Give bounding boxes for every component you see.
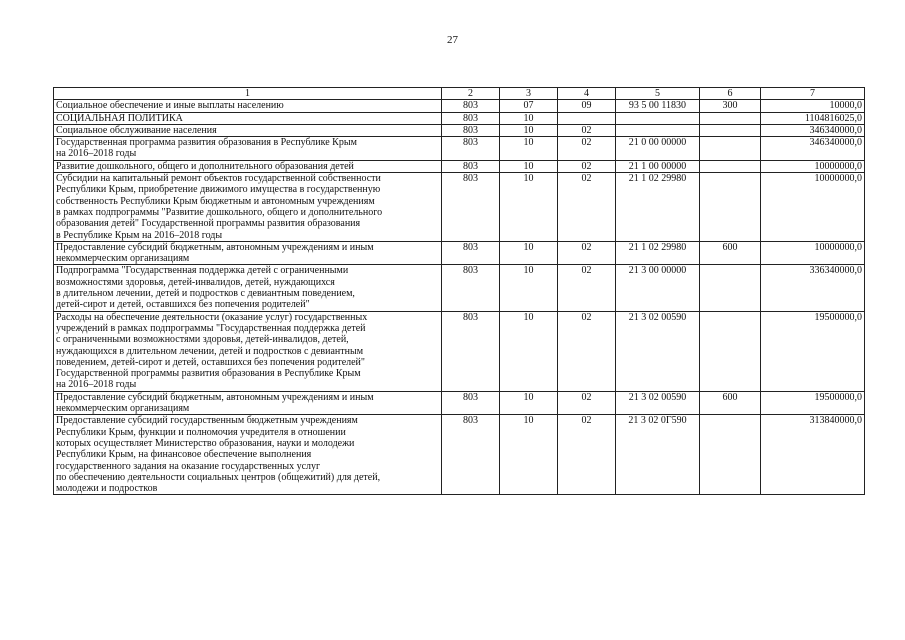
subsection-code-cell: 02 (558, 124, 616, 136)
amount-cell: 19500000,0 (761, 391, 865, 415)
expense-type-cell (700, 173, 761, 242)
section-code-cell: 10 (500, 124, 558, 136)
target-article-cell: 21 3 02 00590 (616, 311, 700, 391)
target-article-cell: 93 5 00 11830 (616, 100, 700, 112)
subsection-code-cell: 09 (558, 100, 616, 112)
row-name-line: по обеспечению деятельности социальных центров (общежитий) для детей, (56, 471, 381, 483)
row-name-line: в рамках подпрограммы "Развитие дошкольного, общего и дополнительного (56, 206, 383, 218)
row-name-line: на 2016–2018 годы (56, 379, 137, 391)
row-name-line: Предоставление субсидий бюджетным, автономным учреждениям и иным (56, 391, 374, 403)
section-code-cell: 10 (500, 241, 558, 265)
amount-cell: 10000000,0 (761, 173, 865, 242)
table-row (54, 241, 865, 265)
table-row (54, 112, 865, 124)
subsection-code-cell: 02 (558, 137, 616, 161)
expense-type-cell: 300 (700, 100, 761, 112)
header-col-7: 7 (761, 88, 865, 100)
ministry-code-cell: 803 (442, 100, 500, 112)
expense-type-cell: 600 (700, 241, 761, 265)
row-name-cell (54, 173, 442, 242)
subsection-code-cell: 02 (558, 241, 616, 265)
table-row (54, 124, 865, 136)
row-name-line: нуждающихся в длительном лечении, детей и подростков с девиантным (56, 345, 364, 357)
amount-cell: 10000000,0 (761, 241, 865, 265)
header-col-4: 4 (558, 88, 616, 100)
row-name-line: Социальное обеспечение и иные выплаты населению (56, 100, 284, 112)
target-article-cell: 21 1 00 00000 (616, 160, 700, 172)
row-name-line: Предоставление субсидий государственным бюджетным учреждениям (56, 415, 358, 427)
row-name-cell (54, 415, 442, 495)
expense-type-cell (700, 160, 761, 172)
row-name-cell (54, 112, 442, 124)
expense-type-cell (700, 415, 761, 495)
budget-table (53, 87, 865, 495)
subsection-code-cell: 02 (558, 391, 616, 415)
row-name-line: Социальное обслуживание населения (56, 124, 217, 136)
header-col-3: 3 (500, 88, 558, 100)
amount-cell: 346340000,0 (761, 124, 865, 136)
ministry-code-cell: 803 (442, 173, 500, 242)
table-row (54, 311, 865, 391)
row-name-line: возможностями здоровья, детей-инвалидов, детей, нуждающихся (56, 276, 335, 288)
amount-cell: 10000,0 (761, 100, 865, 112)
table-row (54, 415, 865, 495)
row-name-line: некоммерческим организациям (56, 253, 190, 265)
ministry-code-cell: 803 (442, 311, 500, 391)
subsection-code-cell: 02 (558, 415, 616, 495)
target-article-cell: 21 1 02 29980 (616, 241, 700, 265)
header-col-2: 2 (442, 88, 500, 100)
row-name-line: Расходы на обеспечение деятельности (оказание услуг) государственных (56, 311, 368, 323)
target-article-cell: 21 1 02 29980 (616, 173, 700, 242)
amount-cell: 346340000,0 (761, 137, 865, 161)
table-row (54, 173, 865, 242)
amount-cell: 10000000,0 (761, 160, 865, 172)
row-name-line: с ограниченными возможностями здоровья, детей-инвалидов, детей, (56, 334, 349, 346)
table-row (54, 137, 865, 161)
subsection-code-cell: 02 (558, 160, 616, 172)
amount-cell: 336340000,0 (761, 265, 865, 311)
subsection-code-cell: 02 (558, 265, 616, 311)
target-article-cell: 21 0 00 00000 (616, 137, 700, 161)
section-code-cell: 10 (500, 160, 558, 172)
row-name-cell (54, 100, 442, 112)
target-article-cell: 21 3 02 00590 (616, 391, 700, 415)
ministry-code-cell: 803 (442, 265, 500, 311)
row-name-cell (54, 311, 442, 391)
ministry-code-cell: 803 (442, 415, 500, 495)
expense-type-cell (700, 265, 761, 311)
row-name-line: в Республике Крым на 2016–2018 годы (56, 229, 223, 241)
row-name-cell (54, 391, 442, 415)
row-name-line: Предоставление субсидий бюджетным, автономным учреждениям и иным (56, 241, 374, 253)
ministry-code-cell: 803 (442, 391, 500, 415)
row-name-line: детей-сирот и детей, оставшихся без попечения родителей" (56, 299, 310, 311)
page-number: 27 (447, 34, 458, 46)
target-article-cell: 21 3 00 00000 (616, 265, 700, 311)
row-name-cell (54, 265, 442, 311)
amount-cell: 19500000,0 (761, 311, 865, 391)
table-body (54, 100, 865, 495)
section-code-cell: 10 (500, 173, 558, 242)
section-code-cell: 10 (500, 112, 558, 124)
target-article-cell (616, 124, 700, 136)
ministry-code-cell: 803 (442, 137, 500, 161)
ministry-code-cell: 803 (442, 124, 500, 136)
row-name-line: поведением, детей-сирот и детей, оставшихся без попечения родителей" (56, 356, 365, 368)
row-name-line: Государственной программы развития образования в Республике Крым (56, 368, 361, 380)
amount-cell: 313840000,0 (761, 415, 865, 495)
table-row (54, 391, 865, 415)
table-row (54, 100, 865, 112)
section-code-cell: 10 (500, 137, 558, 161)
target-article-cell: 21 3 02 0Г590 (616, 415, 700, 495)
header-col-5: 5 (616, 88, 700, 100)
table-row (54, 265, 865, 311)
row-name-line: Подпрограмма "Государственная поддержка детей с ограниченными (56, 265, 349, 277)
row-name-line: Развитие дошкольного, общего и дополнительного образования детей (56, 160, 354, 172)
row-name-line: некоммерческим организациям (56, 403, 190, 415)
row-name-line: которых осуществляет Министерство образования, науки и молодежи (56, 437, 355, 449)
row-name-line: СОЦИАЛЬНАЯ ПОЛИТИКА (56, 112, 183, 124)
row-name-line: молодежи и подростков (56, 483, 158, 495)
row-name-line: в длительном лечении, детей и подростков с девиантным поведением, (56, 288, 355, 300)
section-code-cell: 10 (500, 265, 558, 311)
subsection-code-cell: 02 (558, 173, 616, 242)
table-row (54, 160, 865, 172)
section-code-cell: 10 (500, 391, 558, 415)
expense-type-cell: 600 (700, 391, 761, 415)
row-name-line: Республики Крым, функции и полномочия учредителя в отношении (56, 426, 346, 438)
row-name-line: на 2016–2018 годы (56, 148, 137, 160)
section-code-cell: 10 (500, 415, 558, 495)
table-header-row (54, 88, 865, 100)
row-name-line: учреждений в рамках подпрограммы "Государственная поддержка детей (56, 322, 366, 334)
row-name-cell (54, 137, 442, 161)
ministry-code-cell: 803 (442, 160, 500, 172)
expense-type-cell (700, 112, 761, 124)
row-name-line: Республики Крым, приобретение движимого имущества в государственную (56, 184, 381, 196)
section-code-cell: 07 (500, 100, 558, 112)
expense-type-cell (700, 137, 761, 161)
expense-type-cell (700, 311, 761, 391)
row-name-cell (54, 241, 442, 265)
ministry-code-cell: 803 (442, 112, 500, 124)
header-col-6: 6 (700, 88, 761, 100)
target-article-cell (616, 112, 700, 124)
subsection-code-cell (558, 112, 616, 124)
row-name-line: Государственная программа развития образования в Республике Крым (56, 137, 357, 149)
row-name-cell (54, 124, 442, 136)
section-code-cell: 10 (500, 311, 558, 391)
ministry-code-cell: 803 (442, 241, 500, 265)
expense-type-cell (700, 124, 761, 136)
subsection-code-cell: 02 (558, 311, 616, 391)
row-name-line: Субсидии на капитальный ремонт объектов государственной собственности (56, 173, 381, 185)
row-name-cell (54, 160, 442, 172)
row-name-line: государственного задания на оказание государственных услуг (56, 460, 321, 472)
row-name-line: образования детей" Государственной программы развития образования (56, 218, 361, 230)
amount-cell: 1104816025,0 (761, 112, 865, 124)
row-name-line: собственность Республики Крым бюджетным и автономным учреждениям (56, 195, 375, 207)
row-name-line: Республики Крым, на финансовое обеспечение выполнения (56, 449, 312, 461)
header-col-1: 1 (54, 88, 442, 100)
